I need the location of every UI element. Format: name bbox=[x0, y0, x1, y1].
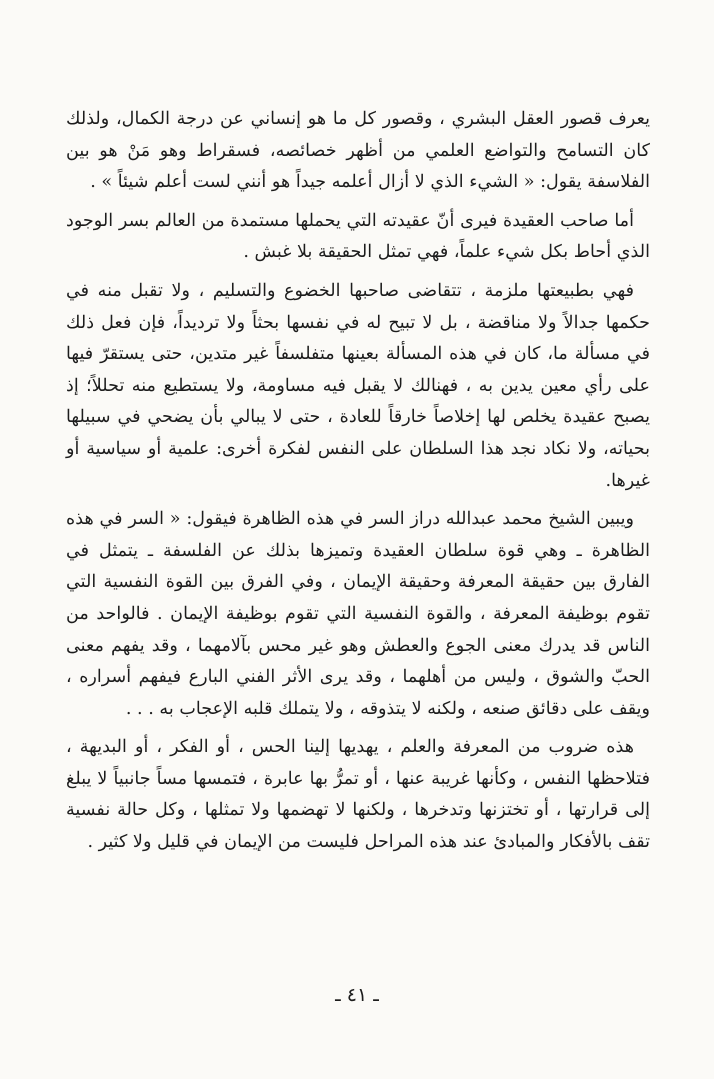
paragraph-3: فهي بطبيعتها ملزمة ، تتقاضى صاحبها الخضوع والتسليم ، ولا تقبل منه في حكمها جدالاً ولا مناقضة ، بل لا تبيح له في نفسها بحثاً ولا ترديداً، فإن فعل ذلك في مسألة ما، كان في هذه المسألة بعينها متفلسفاً غير متدين، حتى يستقرّ فيها على رأي معين يدين به ، فهنالك لا يقبل فيه مساومة، ولا يستطيع منه تحللاً؛ إذ يصبح عقيدة يخلص لها إخلاصاً خارقاً للعادة ، حتى لا يبالي بأن يضحي في سبيلها بحياته، ولا نكاد نجد هذا السلطان على النفس لفكرة أخرى: علمية أو سياسية أو غيرها. bbox=[66, 280, 650, 491]
paragraph-4: ويبين الشيخ محمد عبدالله دراز السر في هذه الظاهرة فيقول: « السر في هذه الظاهرة ـ وهي قوة سلطان العقيدة وتميزها بذلك عن الفلسفة ـ يتمثل في الفارق بين حقيقة المعرفة وحقيقة الإيمان ، وفي الفرق بين القوة النفسية التي تقوم بوظيفة المعرفة ، والقوة النفسية التي تقوم بوظيفة الإيمان . فالواحد من الناس قد يدرك معنى الجوع والعطش وهو غير محس بآلامهما ، وقد يفهم معنى الحبّ والشوق ، وليس من أهلهما ، وقد يرى الأثر الفني البارع فيفهم أسراره ، ويقف على دقائق صنعه ، ولكنه لا يتذوقه ، ولا يتملك قلبه الإعجاب به . . . bbox=[66, 509, 650, 719]
page-number: ـ ٤١ ـ bbox=[335, 984, 379, 1006]
paragraph-2: أما صاحب العقيدة فيرى أنّ عقيدته التي يحملها مستمدة من العالم بسر الوجود الذي أحاط بكل شيء علماً، فهي تمثل الحقيقة بلا غبش . bbox=[66, 210, 650, 263]
paragraph-1: يعرف قصور العقل البشري ، وقصور كل ما هو إنساني عن درجة الكمال، ولذلك كان التسامح والتواضع العلمي من أظهر خصائصه، فسقراط وهو مَنْ هو بين الفلاسفة يقول: « الشيء الذي لا أزال أعلمه جيداً هو أنني لست أعلم شيئاً » . bbox=[66, 109, 650, 193]
paragraph-5: هذه ضروب من المعرفة والعلم ، يهديها إلينا الحس ، أو الفكر ، أو البديهة ، فتلاحظها النفس ، وكأنها غريبة عنها ، أو تمرُّ بها عابرة ، فتمسها مساً جانبياً لا يبلغ إلى قرارتها ، أو تختزنها وتدخرها ، ولكنها لا تهضمها ولا تمثلها ، وكل حالة نفسية تقف بالأفكار والمبادئ عند هذه المراحل فليست من الإيمان في قليل ولا كثير . bbox=[66, 737, 650, 853]
body-text bbox=[66, 104, 650, 859]
